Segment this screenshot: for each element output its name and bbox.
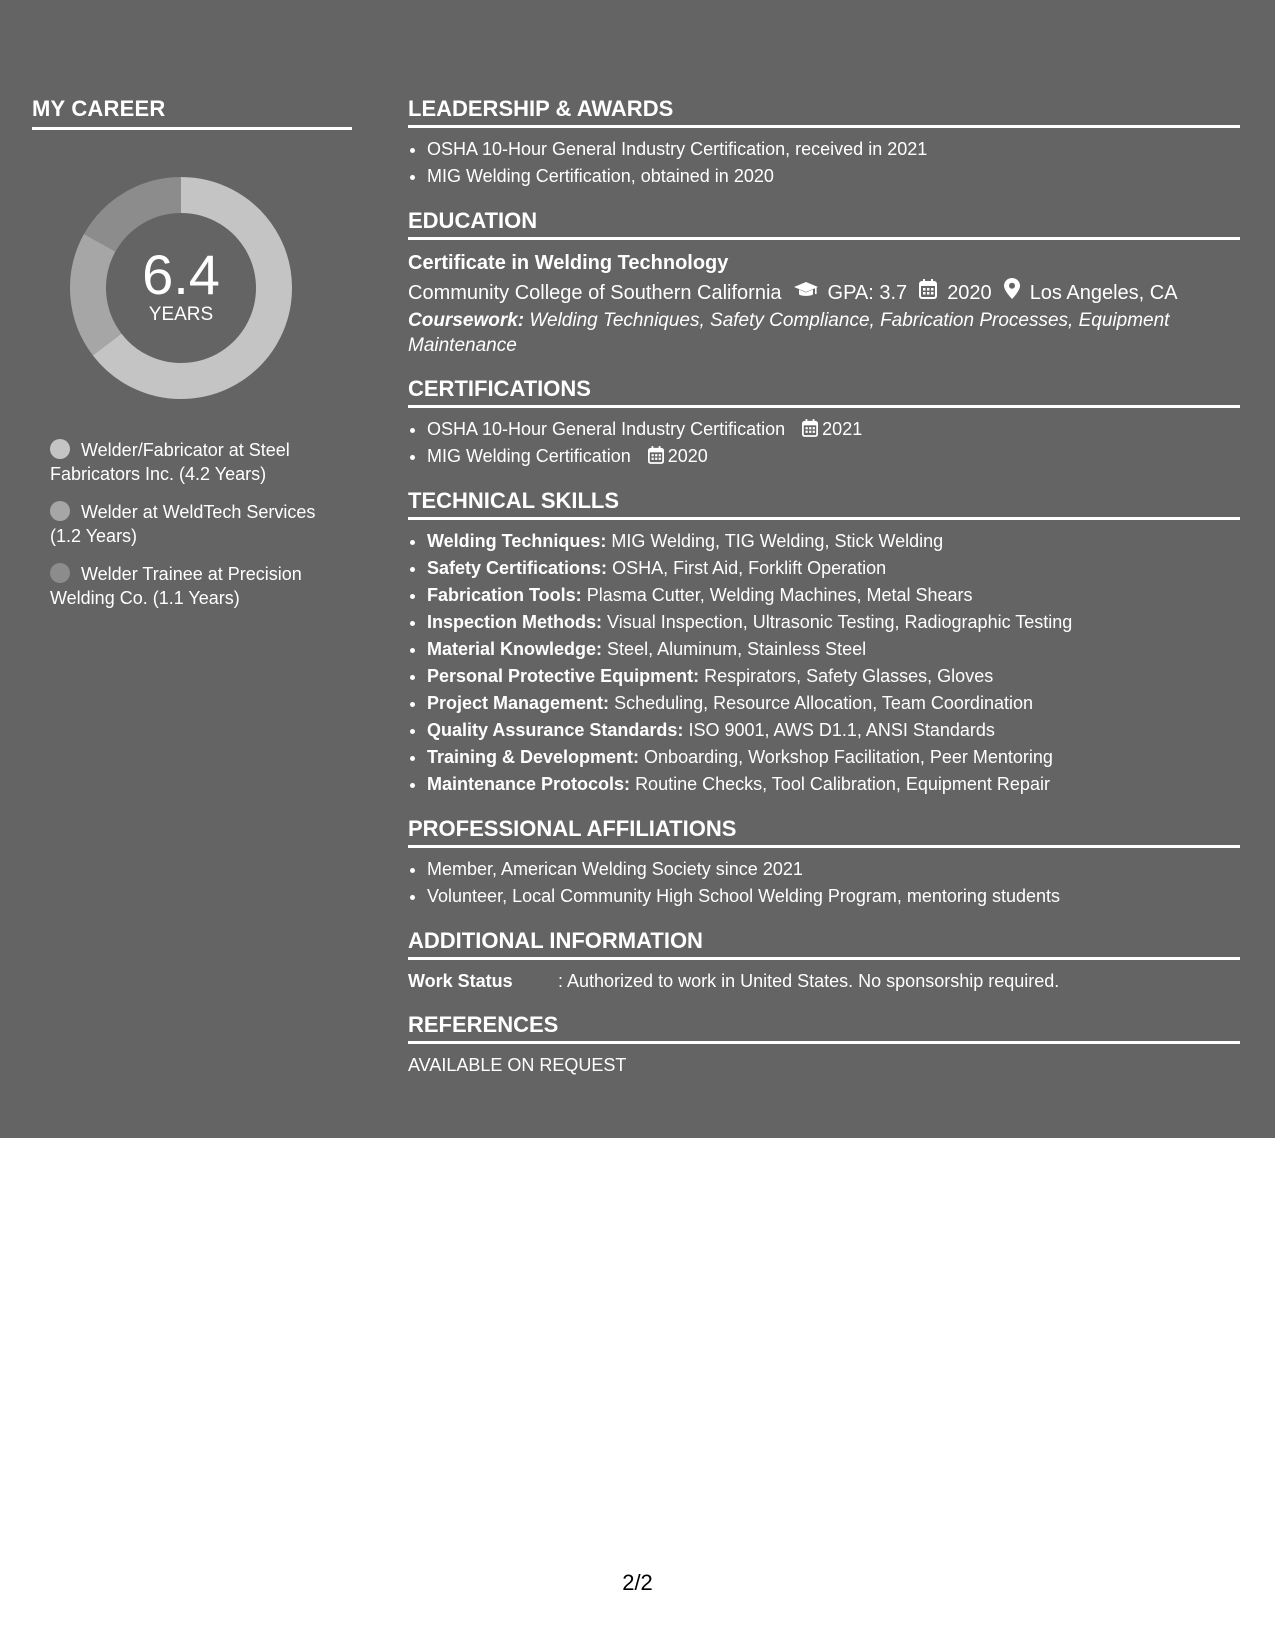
additional-section (408, 928, 1240, 994)
skill-value: OSHA, First Aid, Forklift Operation (612, 558, 887, 578)
donut-center (65, 172, 297, 404)
references-text: AVAILABLE ON REQUEST (408, 1055, 627, 1075)
skill-label: Quality Assurance Standards: (427, 720, 684, 740)
certification-date (802, 419, 862, 439)
calendar-icon (802, 419, 818, 437)
education-degree: Certificate in Welding Technology (408, 252, 729, 274)
legend-dot-icon (50, 563, 70, 583)
skill-value: Scheduling, Resource Allocation, Team Coordination (614, 693, 1033, 713)
skill-label: Personal Protective Equipment: (427, 666, 700, 686)
skill-value: Routine Checks, Tool Calibration, Equipment Repair (635, 774, 1050, 794)
certifications-title: CERTIFICATIONS (408, 376, 1240, 408)
main-column (408, 96, 1240, 1096)
career-item (50, 438, 340, 486)
total-years-value: 6.4 (142, 243, 220, 306)
skills-list (408, 528, 1240, 798)
list-item (427, 663, 1240, 690)
education-coursework (408, 308, 1240, 358)
career-item-label: Welder at WeldTech Services (1.2 Years) (50, 502, 316, 546)
education-location: Los Angeles, CA (1029, 282, 1178, 304)
career-legend (50, 438, 352, 610)
career-item-label: Welder Trainee at Precision Welding Co. (1.1 Years) (50, 564, 302, 608)
certification-year: 2020 (667, 446, 708, 466)
additional-title: ADDITIONAL INFORMATION (408, 928, 1240, 960)
page-number: 2/2 (622, 1570, 653, 1595)
affiliations-list (408, 856, 1240, 910)
list-item: • Volunteer, Local Community High School Welding Program, mentoring students (427, 883, 1240, 910)
work-status-row (408, 968, 1240, 994)
coursework-value: Welding Techniques, Safety Compliance, Fabrication Processes, Equipment Maintenance (408, 310, 1170, 356)
skill-value: Visual Inspection, Ultrasonic Testing, Radiographic Testing (607, 612, 1073, 632)
skill-label: Inspection Methods: (427, 612, 602, 632)
skill-value: Steel, Aluminum, Stainless Steel (607, 639, 867, 659)
education-school: Community College of Southern California (408, 282, 782, 304)
career-column (32, 96, 352, 624)
skill-value: Respirators, Safety Glasses, Gloves (704, 666, 994, 686)
certification-year: 2021 (822, 419, 863, 439)
skill-value: Plasma Cutter, Welding Machines, Metal Shears (586, 585, 973, 605)
certification-name: OSHA 10-Hour General Industry Certification (427, 419, 786, 439)
certification-name: MIG Welding Certification (427, 446, 631, 466)
skill-label: Safety Certifications: (427, 558, 608, 578)
skills-title: TECHNICAL SKILLS (408, 488, 1240, 520)
skill-label: Training & Development: (427, 747, 640, 767)
location-pin-icon (1004, 278, 1020, 308)
coursework-label: Coursework: (408, 310, 525, 331)
legend-dot-icon (50, 501, 70, 521)
skill-label: Fabrication Tools: (427, 585, 582, 605)
affiliations-title: PROFESSIONAL AFFILIATIONS (408, 816, 1240, 848)
certification-date (648, 446, 708, 466)
skill-label: Welding Techniques: (427, 531, 607, 551)
skills-section (408, 488, 1240, 798)
references-title: REFERENCES (408, 1012, 1240, 1044)
list-item (427, 771, 1240, 798)
career-item-label: Welder/Fabricator at Steel Fabricators Inc. (4.2 Years) (50, 440, 290, 484)
legend-dot-icon (50, 439, 70, 459)
list-item (427, 528, 1240, 555)
graduation-cap-icon (794, 278, 818, 308)
list-item (427, 744, 1240, 771)
list-item (427, 416, 1240, 443)
skill-label: Maintenance Protocols: (427, 774, 631, 794)
certifications-list (408, 416, 1240, 470)
references-section (408, 1012, 1240, 1078)
career-donut-chart (65, 172, 297, 404)
calendar-icon (648, 446, 664, 464)
leadership-section (408, 96, 1240, 190)
education-gpa: GPA: 3.7 (827, 282, 908, 304)
education-details (408, 278, 1240, 308)
education-section (408, 208, 1240, 358)
list-item: • OSHA 10-Hour General Industry Certification, received in 2021 (427, 136, 1240, 163)
calendar-icon (919, 278, 937, 308)
certifications-section (408, 376, 1240, 470)
career-item (50, 500, 340, 548)
list-item (427, 717, 1240, 744)
list-item (427, 443, 1240, 470)
list-item (427, 609, 1240, 636)
list-item (427, 555, 1240, 582)
list-item: • Member, American Welding Society since 2021 (427, 856, 1240, 883)
skill-label: Material Knowledge: (427, 639, 603, 659)
work-status-value: : Authorized to work in United States. No sponsorship required. (558, 971, 1060, 991)
leadership-list (408, 136, 1240, 190)
education-year: 2020 (947, 282, 992, 304)
list-item (427, 582, 1240, 609)
list-item (427, 636, 1240, 663)
career-item (50, 562, 340, 610)
work-status-label: Work Status (408, 971, 513, 991)
affiliations-section (408, 816, 1240, 910)
skill-value: MIG Welding, TIG Welding, Stick Welding (611, 531, 944, 551)
education-title: EDUCATION (408, 208, 1240, 240)
skill-label: Project Management: (427, 693, 610, 713)
leadership-title: LEADERSHIP & AWARDS (408, 96, 1240, 128)
list-item (427, 690, 1240, 717)
career-section-title: MY CAREER (32, 96, 352, 130)
total-years-unit: YEARS (148, 304, 214, 325)
skill-value: ISO 9001, AWS D1.1, ANSI Standards (688, 720, 995, 740)
skill-value: Onboarding, Workshop Facilitation, Peer Mentoring (644, 747, 1053, 767)
list-item: • MIG Welding Certification, obtained in 2020 (427, 163, 1240, 190)
